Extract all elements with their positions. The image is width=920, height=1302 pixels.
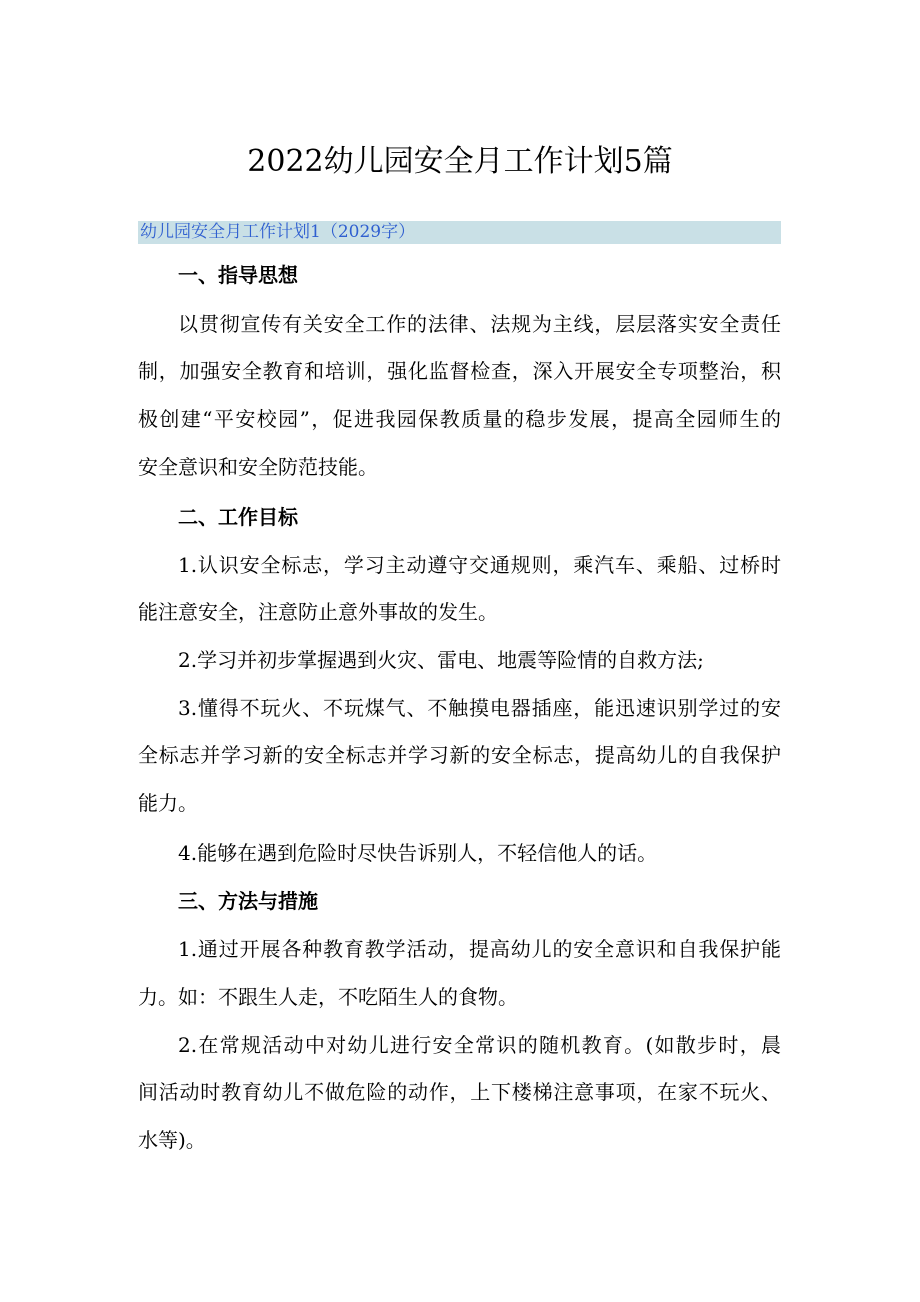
paragraph-line: 全标志并学习新的安全标志并学习新的安全标志，提高幼儿的自我保护 [138, 743, 781, 767]
paragraph-line: 4.能够在遇到危险时尽快告诉别人，不轻信他人的话。 [178, 841, 658, 865]
toc-bar [138, 221, 781, 244]
section-heading-methods-and-measures: 三、方法与措施 [178, 889, 318, 913]
paragraph-line: 以贯彻宣传有关安全工作的法律、法规为主线，层层落实安全责任 [178, 312, 781, 336]
paragraph-line: 能注意安全，注意防止意外事故的发生。 [138, 600, 498, 624]
paragraph-line: 安全意识和安全防范技能。 [138, 455, 378, 479]
toc-link-plan-1[interactable]: 幼儿园安全月工作计划1（2029字） [140, 222, 416, 242]
section-heading-work-goals: 二、工作目标 [178, 505, 298, 529]
paragraph-line: 能力。 [138, 791, 198, 815]
paragraph-line: 制，加强安全教育和培训，强化监督检查，深入开展安全专项整治，积 [138, 359, 781, 383]
paragraph-line: 1.认识安全标志，学习主动遵守交通规则，乘汽车、乘船、过桥时 [178, 553, 781, 577]
section-heading-guiding-ideology: 一、指导思想 [178, 263, 298, 287]
paragraph-line: 1.通过开展各种教育教学活动，提高幼儿的安全意识和自我保护能 [178, 937, 781, 961]
paragraph-line: 2.学习并初步掌握遇到火灾、雷电、地震等险情的自救方法; [178, 648, 704, 672]
paragraph-line: 间活动时教育幼儿不做危险的动作，上下楼梯注意事项，在家不玩火、 [138, 1080, 781, 1104]
paragraph-line: 力。如：不跟生人走，不吃陌生人的食物。 [138, 985, 518, 1009]
paragraph-line: 极创建“平安校园”，促进我园保教质量的稳步发展，提高全园师生的 [138, 407, 781, 431]
page-title: 2022幼儿园安全月工作计划5篇 [247, 144, 673, 179]
paragraph-line: 水等)。 [138, 1128, 206, 1152]
paragraph-line: 2.在常规活动中对幼儿进行安全常识的随机教育。(如散步时，晨 [178, 1033, 781, 1057]
paragraph-line: 3.懂得不玩火、不玩煤气、不触摸电器插座，能迅速识别学过的安 [178, 696, 781, 720]
